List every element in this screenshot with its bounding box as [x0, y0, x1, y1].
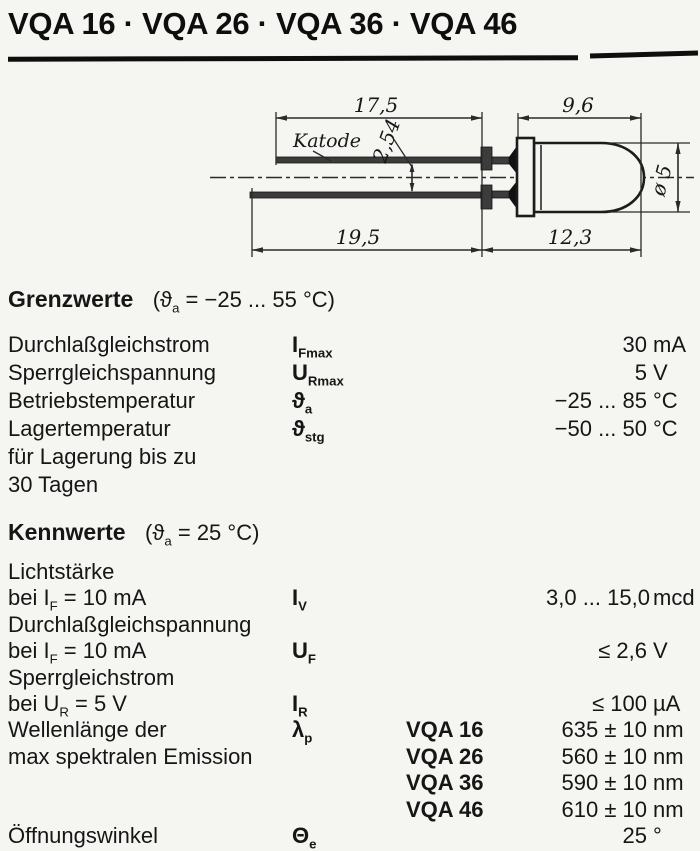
dim-17-5-label: 17,5 [353, 93, 399, 117]
param-label: Sperrgleichstrom [8, 664, 175, 690]
param-symbol: $ϑ_a$ [292, 388, 313, 417]
param-unit: nm [653, 796, 684, 822]
type-variant: VQA 46 [406, 796, 484, 822]
anode-lead [250, 181, 517, 209]
section-heading-label: Grenzwerte [8, 286, 134, 312]
param-unit: nm [653, 743, 684, 769]
param-label: Wellenlänge der [8, 717, 167, 743]
param-symbol: $\lambda_p$ [292, 717, 313, 746]
param-symbol: $\Theta_e$ [292, 822, 317, 851]
param-label: max spektralen Emission [8, 743, 253, 769]
param-symbol: $I_R$ [292, 690, 308, 720]
dim-2-54-label: 2,54 [367, 115, 406, 166]
param-label: Lagertemperatur [8, 416, 171, 441]
type-variant: VQA 16 [406, 717, 484, 743]
table-row [0, 612, 700, 638]
table-row [0, 559, 700, 585]
table-row [0, 360, 700, 388]
param-unit: ° [653, 822, 662, 848]
param-symbol: $I_{Fmax}$ [292, 332, 333, 361]
title-rule-segment [590, 50, 698, 58]
param-symbol: $U_F$ [292, 638, 316, 667]
param-value: 25 [622, 822, 647, 848]
table-row [0, 638, 700, 667]
param-unit: nm [653, 717, 684, 743]
dim-9-6-label: 9,6 [562, 93, 594, 117]
param-label: bei $I_F = 10$ mA [8, 585, 147, 614]
param-label: Lichtstärke [8, 559, 115, 584]
param-label: Öffnungswinkel [8, 822, 159, 848]
section-condition: ($ϑ_a = 25$ °C) [145, 520, 260, 549]
param-label: bei $I_F = 10$ mA [8, 638, 147, 667]
table-row [0, 585, 700, 614]
param-label: Sperrgleichspannung [8, 360, 216, 385]
param-label: Durchlaßgleichspannung [8, 611, 252, 637]
type-variant: VQA 26 [406, 743, 484, 769]
led-dimension-drawing [180, 85, 700, 275]
led-flange [517, 138, 534, 216]
section-heading [0, 517, 700, 551]
dim-19-5-label: 19,5 [335, 225, 381, 249]
param-unit: °C [653, 416, 678, 441]
param-label: Betriebstemperatur [8, 388, 196, 413]
dim-12-3-label: 12,3 [547, 225, 593, 249]
katode-callout [292, 130, 361, 161]
param-unit: nm [653, 770, 684, 796]
dimension-9-6 [518, 93, 641, 137]
table-row [0, 797, 700, 823]
type-variant: VQA 36 [406, 770, 484, 796]
page-title: VQA 16 · VQA 26 · VQA 36 · VQA 46 [8, 6, 518, 41]
parameter-table [0, 559, 700, 849]
katode-label: Katode [293, 130, 362, 152]
title-rule [8, 55, 578, 61]
dim-diameter-label: ø 5 [645, 162, 677, 199]
table-row [0, 388, 700, 416]
param-symbol: $ϑ_{stg}$ [292, 416, 325, 445]
section-kennwerte [0, 517, 700, 849]
param-value: −25 ... 85 [554, 388, 647, 413]
parameter-table [0, 332, 700, 500]
param-symbol: $U_{Rmax}$ [292, 360, 344, 389]
param-value: 610 ± 10 [561, 796, 647, 822]
param-value: ≤ 100 [592, 690, 647, 716]
section-condition: ($ϑ_a = -25$ ... 55 °C) [152, 287, 335, 316]
param-unit: µA [653, 690, 681, 716]
param-value: 560 ± 10 [561, 743, 647, 769]
param-unit: mA [653, 332, 686, 357]
dimension-2-54 [367, 116, 414, 192]
dimension-12-3 [482, 225, 641, 253]
param-symbol: $I_V$ [292, 585, 307, 614]
param-unit: V [653, 360, 668, 385]
table-row [0, 416, 700, 444]
param-unit: °C [653, 388, 678, 413]
table-row [0, 823, 700, 849]
table-row [0, 332, 700, 360]
table-row [0, 770, 700, 796]
table-row [0, 690, 700, 720]
section-heading-label: Kennwerte [8, 519, 126, 545]
led-body [534, 143, 644, 212]
param-value: 3,0 ... 15,0 [546, 585, 650, 611]
param-value: −50 ... 50 [554, 416, 647, 441]
param-value: 635 ± 10 [561, 717, 647, 743]
param-label: für Lagerung bis zu [8, 444, 197, 469]
table-row [0, 717, 700, 746]
param-value: 30 [622, 332, 647, 357]
param-unit: V [653, 638, 668, 664]
table-row [0, 444, 700, 472]
param-value: 590 ± 10 [561, 770, 647, 796]
table-row [0, 665, 700, 691]
table-row [0, 472, 700, 500]
param-value: ≤ 2,6 [598, 638, 647, 664]
section-heading [0, 284, 700, 318]
section-grenzwerte [0, 284, 700, 500]
param-label: 30 Tagen [8, 472, 99, 497]
param-unit: mcd [653, 585, 695, 611]
table-row [0, 744, 700, 770]
param-value: 5 [634, 360, 647, 385]
param-label: Durchlaßgleichstrom [8, 332, 210, 357]
param-label: bei $U_R = 5$ V [8, 690, 127, 720]
